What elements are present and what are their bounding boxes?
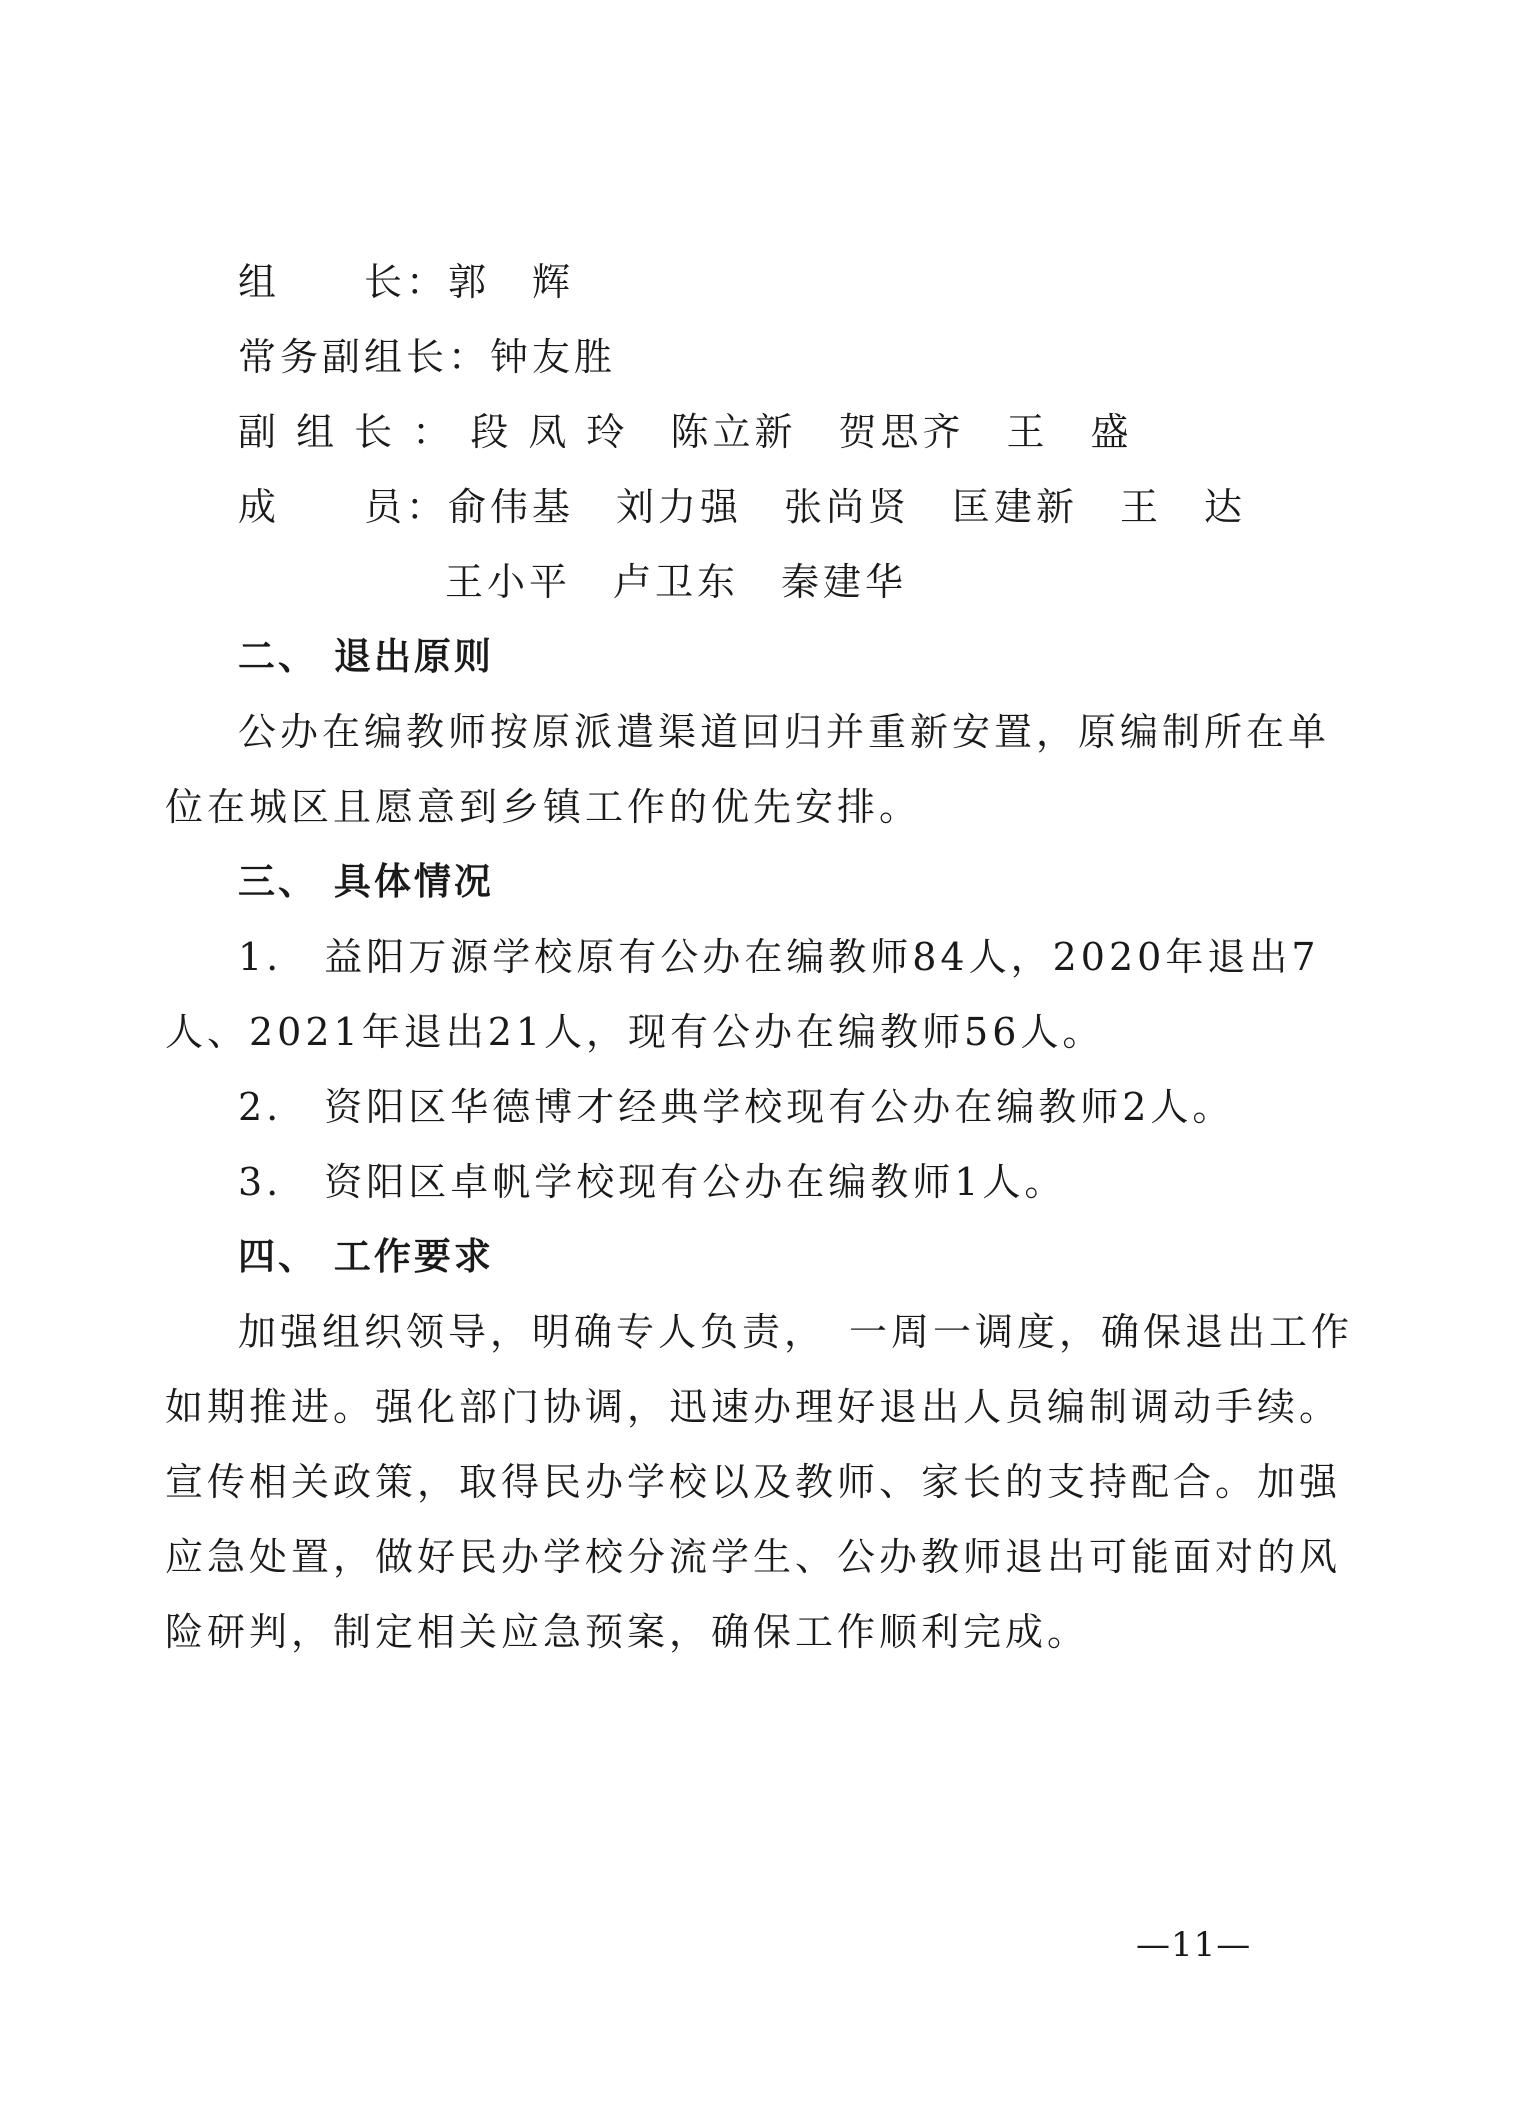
section-4-paragraph-line-4: 应急处置，做好民办学校分流学生、公办教师退出可能面对的风 xyxy=(165,1535,1342,1579)
section-3-item-2: 2. 资阳区华德博才经典学校现有公办在编教师2人。 xyxy=(238,1085,1235,1129)
section-4-paragraph-line-2: 如期推进。强化部门协调，迅速办理好退出人员编制调动手续。 xyxy=(165,1385,1342,1429)
section-4-paragraph-line-5: 险研判，制定相关应急预案，确保工作顺利完成。 xyxy=(165,1610,1090,1654)
page-number: —11— xyxy=(1136,1925,1252,1965)
members-line-1: 成 员：俞伟基 刘力强 张尚贤 匡建新 王 达 xyxy=(238,485,1247,529)
section-3-item-1-line-1: 1. 益阳万源学校原有公办在编教师84人，2020年退出7 xyxy=(238,935,1320,979)
section-2-paragraph-line-1: 公办在编教师按原派遣渠道回归并重新安置，原编制所在单 xyxy=(238,710,1331,754)
exec-deputy-line: 常务副组长：钟友胜 xyxy=(238,335,617,379)
section-3-item-1-line-2: 人、2021年退出21人，现有公办在编教师56人。 xyxy=(165,1010,1105,1054)
section-4-paragraph-line-1: 加强组织领导，明确专人负责， 一周一调度，确保退出工作 xyxy=(238,1310,1354,1354)
section-4-heading: 四、 工作要求 xyxy=(238,1235,494,1278)
section-2-paragraph-line-2: 位在城区且愿意到乡镇工作的优先安排。 xyxy=(165,785,922,829)
section-4-paragraph-line-3: 宣传相关政策，取得民办学校以及教师、家长的支持配合。加强 xyxy=(165,1460,1342,1504)
section-3-item-3: 3. 资阳区卓帆学校现有公办在编教师1人。 xyxy=(238,1160,1067,1204)
deputies-line: 副 组 长 ： 段 凤 玲 陈立新 贺思齐 王 盛 xyxy=(238,410,1133,454)
members-line-2: 王小平 卢卫东 秦建华 xyxy=(445,560,908,604)
section-3-heading: 三、 具体情况 xyxy=(238,860,494,903)
leader-line: 组 长：郭 辉 xyxy=(238,260,575,304)
section-2-heading: 二、 退出原则 xyxy=(238,635,494,678)
